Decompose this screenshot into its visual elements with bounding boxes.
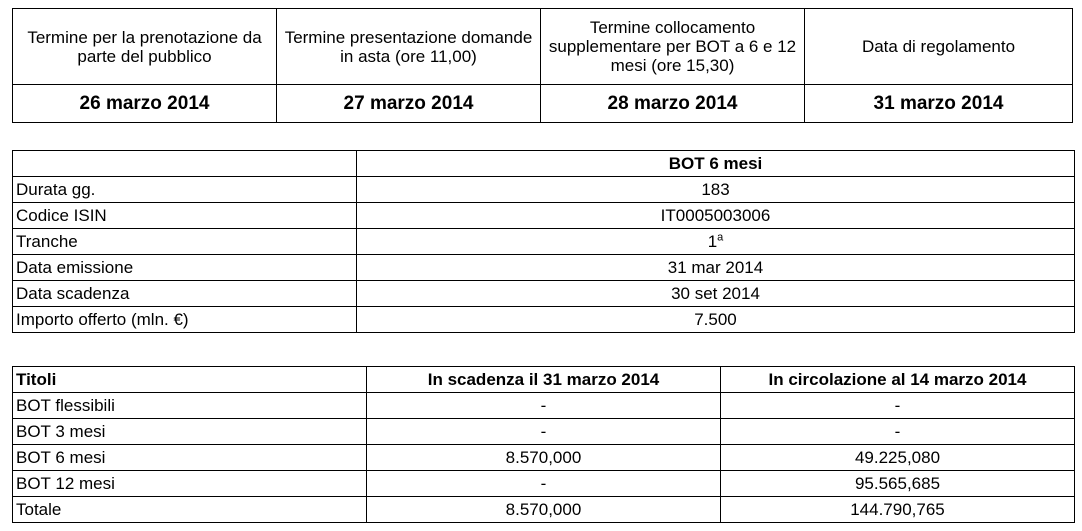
titoli-table [12, 366, 1075, 523]
table-row [13, 177, 1075, 203]
row-value [357, 229, 1075, 255]
header-collocamento: Termine collocamento supplementare per BOT a 6 e 12 mesi (ore 15,30) [541, 9, 805, 85]
row-label: Tranche [13, 229, 357, 255]
row-circolazione: 144.790,765 [721, 497, 1075, 523]
table-row [13, 393, 1075, 419]
row-label: Data emissione [13, 255, 357, 281]
row-label: BOT flessibili [13, 393, 367, 419]
row-circolazione: - [721, 419, 1075, 445]
bot-details-table [12, 150, 1075, 333]
row-scadenza: - [367, 419, 721, 445]
bot-header-empty [13, 151, 357, 177]
schedule-header-row [13, 9, 1073, 85]
row-scadenza: - [367, 393, 721, 419]
row-scadenza: - [367, 471, 721, 497]
tranche-number: 1 [707, 231, 718, 251]
bot-header-row [13, 151, 1075, 177]
schedule-table [12, 8, 1073, 123]
table-row [13, 229, 1075, 255]
header-regolamento: Data di regolamento [805, 9, 1073, 85]
table-row [13, 497, 1075, 523]
header-prenotazione: Termine per la prenotazione da parte del pubblico [13, 9, 277, 85]
row-circolazione: 95.565,685 [721, 471, 1075, 497]
header-scadenza: In scadenza il 31 marzo 2014 [367, 367, 721, 393]
row-label: BOT 6 mesi [13, 445, 367, 471]
date-presentazione: 27 marzo 2014 [277, 85, 541, 123]
row-value: IT0005003006 [357, 203, 1075, 229]
table-row [13, 281, 1075, 307]
row-label: Importo offerto (mln. €) [13, 307, 357, 333]
table-row [13, 419, 1075, 445]
row-label: BOT 12 mesi [13, 471, 367, 497]
table-row [13, 471, 1075, 497]
date-regolamento: 31 marzo 2014 [805, 85, 1073, 123]
row-label: Codice ISIN [13, 203, 357, 229]
date-collocamento: 28 marzo 2014 [541, 85, 805, 123]
header-titoli: Titoli [13, 367, 367, 393]
header-circolazione: In circolazione al 14 marzo 2014 [721, 367, 1075, 393]
row-label: Durata gg. [13, 177, 357, 203]
tranche-ordinal: a [717, 230, 724, 243]
table-row [13, 255, 1075, 281]
row-scadenza: 8.570,000 [367, 445, 721, 471]
row-value: 31 mar 2014 [357, 255, 1075, 281]
date-prenotazione: 26 marzo 2014 [13, 85, 277, 123]
table-row [13, 307, 1075, 333]
row-circolazione: 49.225,080 [721, 445, 1075, 471]
table-row [13, 203, 1075, 229]
row-value: 183 [357, 177, 1075, 203]
row-scadenza: 8.570,000 [367, 497, 721, 523]
row-label: Data scadenza [13, 281, 357, 307]
row-label: Totale [13, 497, 367, 523]
header-presentazione: Termine presentazione domande in asta (ore 11,00) [277, 9, 541, 85]
row-label: BOT 3 mesi [13, 419, 367, 445]
row-circolazione: - [721, 393, 1075, 419]
bot-column-header: BOT 6 mesi [357, 151, 1075, 177]
row-value: 7.500 [357, 307, 1075, 333]
table-row [13, 445, 1075, 471]
schedule-date-row [13, 85, 1073, 123]
row-value: 30 set 2014 [357, 281, 1075, 307]
titoli-header-row [13, 367, 1075, 393]
